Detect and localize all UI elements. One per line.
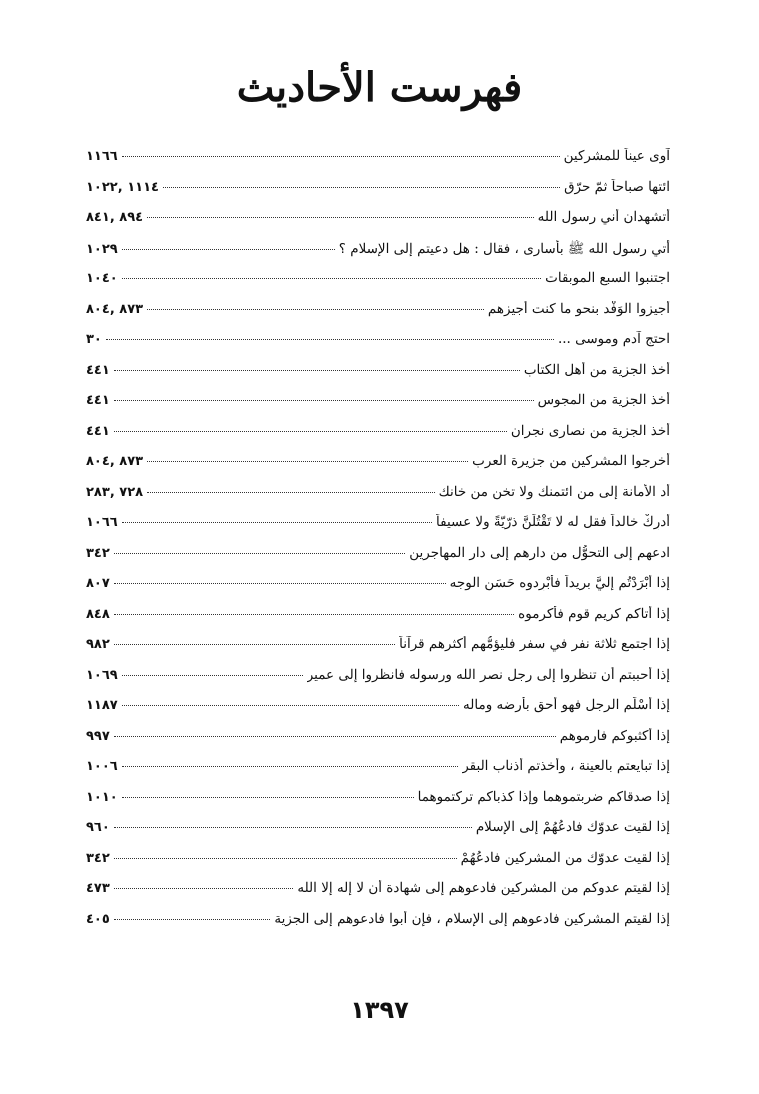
entry-page-refs: ١٠٢٩ (86, 241, 118, 257)
entry-page-refs: ٣٤٢ (86, 545, 110, 561)
hadith-text: إذا لقيتم المشركين فادعوهم إلى الإسلام ، فإن أبوا فادعوهم إلى الجزية (274, 910, 670, 927)
dot-leader (122, 249, 335, 250)
index-entry (86, 148, 670, 179)
index-entry (86, 209, 670, 240)
index-entry (86, 545, 670, 576)
dot-leader (114, 400, 534, 401)
dot-leader (114, 583, 446, 584)
hadith-text: أُتي رسول الله ﷺ بأسارى ، فقال : هل دعيتم إلى الإسلام ؟ (338, 240, 670, 257)
dot-leader (114, 858, 457, 859)
index-entry (86, 819, 670, 850)
hadith-text: أخذ الجزية من المجوس (537, 392, 670, 408)
index-entry (86, 423, 670, 454)
index-entry (86, 575, 670, 606)
entry-page-refs: ١١١٤ ,١٠٢٢ (86, 179, 159, 195)
dot-leader (106, 339, 554, 340)
dot-leader (122, 675, 303, 676)
entry-page-refs: ١٠٦٩ (86, 667, 118, 683)
hadith-text: إذا أَبْرَدْتُم إليَّ بريداً فأَبْرِدوه حَسَن الوجه (449, 575, 670, 591)
index-entry (86, 850, 670, 881)
page-number: ١٣٩٧ (350, 996, 409, 1024)
entry-page-refs: ٨٧٣ ,٨٠٤ (86, 454, 144, 469)
hadith-text: إذا لقيت عدوّك من المشركين فادعُهُمْ (460, 849, 670, 866)
index-entry (86, 636, 670, 667)
index-entry (86, 270, 670, 301)
index-entry (86, 392, 670, 423)
dot-leader (114, 736, 556, 737)
dot-leader (163, 187, 560, 188)
index-entry (86, 697, 670, 728)
dot-leader (114, 644, 395, 645)
index-entry (86, 362, 670, 393)
hadith-text: أخرجوا المشركين من جزيرة العرب (472, 453, 670, 469)
entry-page-refs: ٨٧٣ ,٨٠٤ (86, 301, 144, 317)
dot-leader (114, 888, 294, 889)
hadith-text: إذا أكثبوكم فارموهم (559, 727, 670, 744)
dot-leader (147, 492, 434, 493)
entry-page-refs: ١٠٠٦ (86, 759, 118, 774)
hadith-text: إذا اجتمع ثلاثة نفر في سفر فليؤمُّهم أكثرهم قرآناً (399, 636, 670, 652)
hadith-text: إذا أَسْلَم الرجل فهو أحق بأرضه وماله (463, 697, 670, 713)
hadith-text: ائتها صباحاً ثمّ حرّق (564, 178, 670, 195)
hadith-text: إذا أتاكم كريم قومٍ فأكرموه (518, 605, 670, 622)
hadith-text: اجتنبوا السبع الموبقات (545, 270, 670, 286)
dot-leader (114, 919, 271, 920)
hadith-text: إذا لقيتم عدوكم من المشركين فادعوهم إلى شهادة أن لا إله إلا الله (297, 880, 670, 896)
dot-leader (147, 309, 484, 310)
index-entry (86, 789, 670, 820)
entry-page-refs: ٨٩٤ ,٨٤١ (86, 210, 144, 225)
entry-page-refs: ٤٤١ (86, 393, 110, 408)
hadith-text: احتج آدم وموسى ... (557, 331, 670, 347)
hadith-text: ادعهم إلى التحوُّل من دارهم إلى دار المهاجرين (409, 544, 670, 561)
entry-page-refs: ٩٨٢ (86, 637, 110, 652)
dot-leader (114, 614, 514, 615)
entry-page-refs: ٧٢٨ ,٢٨٣ (86, 484, 144, 500)
hadith-text: إذا لقيت عدوّك فادعُهُمْ إلى الإسلام (475, 819, 670, 835)
dot-leader (114, 370, 520, 371)
index-entry (86, 758, 670, 789)
entry-page-refs: ٣٠ (86, 332, 102, 347)
entry-page-refs: ٣٤٢ (86, 850, 110, 866)
dot-leader (147, 461, 468, 462)
dot-leader (122, 156, 560, 157)
index-entry (86, 301, 670, 332)
dot-leader (114, 827, 472, 828)
hadith-text: أدرِكْ خالداً فقل له لا تَقْتُلَنَّ ذرّيّةً ولا عسيفاً (436, 514, 670, 530)
index-entry (86, 514, 670, 545)
hadith-text: أتشهدان أني رسول الله (537, 209, 670, 225)
page-title: فهرست الأحاديث (236, 64, 523, 111)
index-entry (86, 240, 670, 271)
hadith-text: أخذ الجزية من نصارى نجران (510, 422, 670, 439)
hadith-text: إذا تبايعتم بالعينة ، وأخذتم أذناب البقر (462, 758, 670, 774)
index-entry (86, 484, 670, 515)
dot-leader (122, 797, 414, 798)
entry-page-refs: ٨٠٧ (86, 576, 110, 591)
hadith-text: إذا أحببتم أن تنظروا إلى رجل نصر الله ورسوله فانظروا إلى عمير (306, 666, 670, 683)
entry-page-refs: ١٠٤٠ (86, 271, 118, 286)
entry-page-refs: ٤٤١ (86, 362, 110, 378)
hadith-index-list (86, 148, 670, 941)
dot-leader (122, 278, 541, 279)
dot-leader (122, 766, 458, 767)
hadith-text: أخذ الجزية من أهل الكتاب (523, 361, 670, 378)
entry-page-refs: ١٠١٠ (86, 789, 118, 805)
entry-page-refs: ٤٠٥ (86, 911, 110, 927)
index-entry (86, 911, 670, 942)
index-entry (86, 331, 670, 362)
entry-page-refs: ٩٦٠ (86, 820, 110, 835)
entry-page-refs: ٤٧٣ (86, 881, 110, 896)
index-entry (86, 453, 670, 484)
index-entry (86, 880, 670, 911)
hadith-text: أد الأمانة إلى من ائتمنك ولا تخن من خانك (438, 483, 670, 500)
hadith-text: إذا صدقاكم ضربتموهما وإذا كذباكم تركتموهما (417, 788, 670, 805)
hadith-text: آوى عيناً للمشركين (563, 148, 670, 164)
entry-page-refs: ٤٤١ (86, 423, 110, 439)
entry-page-refs: ٩٩٧ (86, 728, 110, 744)
dot-leader (147, 217, 534, 218)
entry-page-refs: ٨٤٨ (86, 606, 110, 622)
dot-leader (114, 431, 507, 432)
dot-leader (122, 522, 432, 523)
index-entry (86, 606, 670, 637)
entry-page-refs: ١١٦٦ (86, 149, 118, 164)
dot-leader (114, 553, 405, 554)
index-entry (86, 728, 670, 759)
entry-page-refs: ١١٨٧ (86, 698, 118, 713)
index-entry (86, 179, 670, 210)
dot-leader (122, 705, 459, 706)
hadith-text: أجيزوا الوَفْد بنحو ما كنت أجيزهم (487, 300, 670, 317)
index-entry (86, 667, 670, 698)
entry-page-refs: ١٠٦٦ (86, 515, 118, 530)
